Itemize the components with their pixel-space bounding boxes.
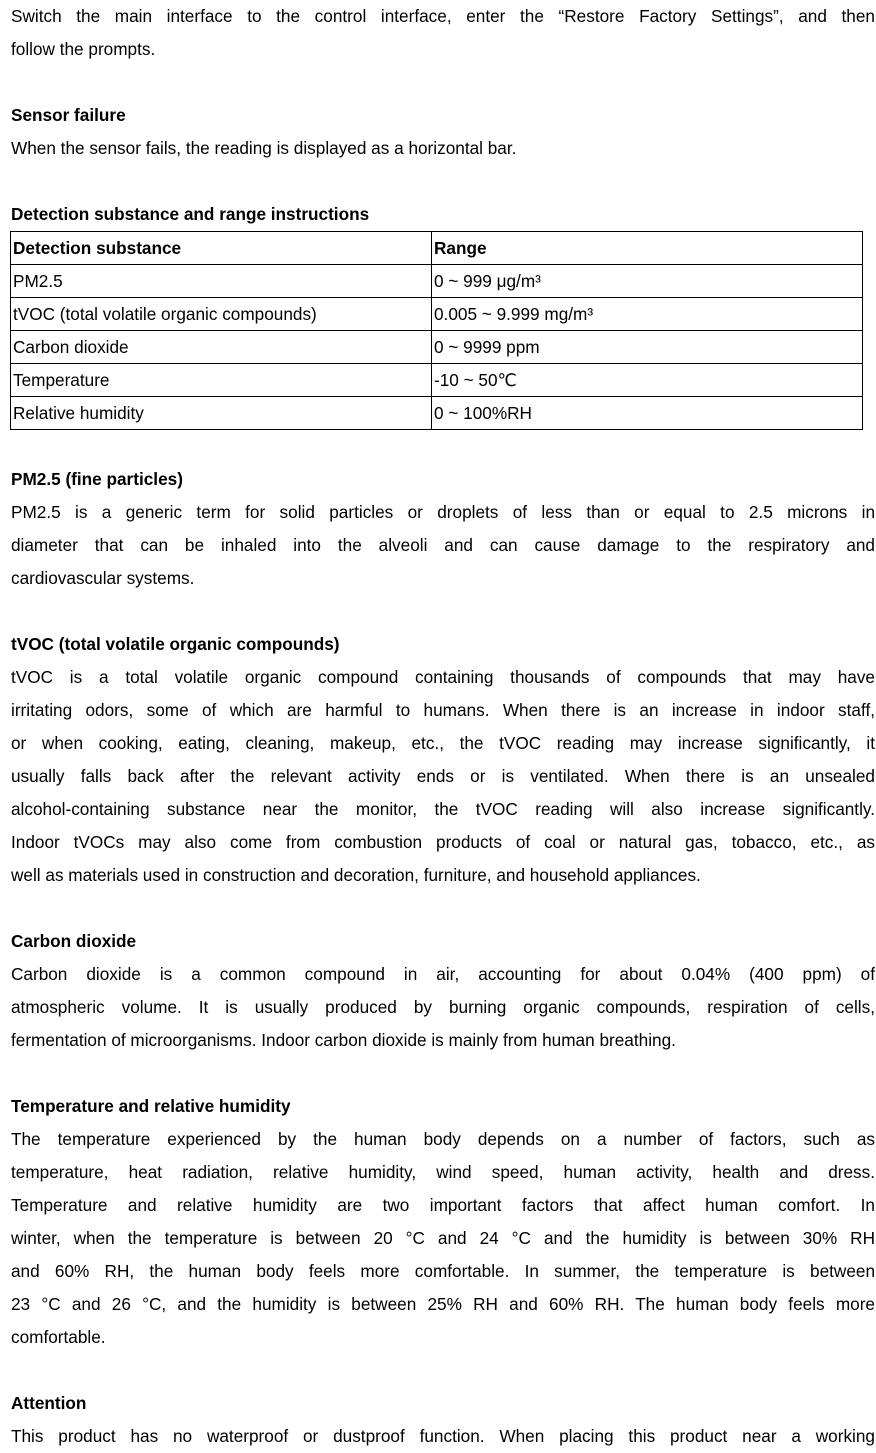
paragraph-line: Indoor tVOCs may also come from combustion products of coal or natural gas, tobacco, etc., as <box>11 832 875 852</box>
paragraph-line: cardiovascular systems. <box>11 568 195 588</box>
paragraph-line: temperature, heat radiation, relative humidity, wind speed, human activity, health and dress. <box>11 1162 875 1182</box>
table-row <box>11 331 863 364</box>
paragraph-line: comfortable. <box>11 1327 106 1347</box>
paragraph-line: winter, when the temperature is between 20 °C and 24 °C and the humidity is between 30% RH <box>11 1228 875 1248</box>
paragraph-line: Carbon dioxide is a common compound in air, accounting for about 0.04% (400 ppm) of <box>11 964 875 984</box>
cell-substance: Carbon dioxide <box>11 331 432 364</box>
cell-substance: tVOC (total volatile organic compounds) <box>11 298 432 331</box>
cell-range: -10 ~ 50℃ <box>432 364 863 397</box>
cell-range: 0 ~ 100%RH <box>432 397 863 430</box>
column-header-range: Range <box>432 232 863 265</box>
table-row <box>11 397 863 430</box>
paragraph-line: irritating odors, some of which are harmful to humans. When there is an increase in indoor staff, <box>11 700 875 720</box>
intro-line: Switch the main interface to the control interface, enter the “Restore Factory Settings”, and then <box>11 6 875 26</box>
paragraph-line: and 60% RH, the human body feels more comfortable. In summer, the temperature is between <box>11 1261 875 1281</box>
section-heading-temp-humidity: Temperature and relative humidity <box>11 1096 291 1116</box>
paragraph-line: The temperature experienced by the human body depends on a number of factors, such as <box>11 1129 875 1149</box>
paragraph-line: well as materials used in construction and decoration, furniture, and household appliances. <box>11 865 701 885</box>
section-heading-co2: Carbon dioxide <box>11 931 137 951</box>
attention-text: This product has no waterproof or dustproof function. When placing this product near a working <box>11 1426 875 1446</box>
paragraph-line: Temperature and relative humidity are two important factors that affect human comfort. In <box>11 1195 875 1215</box>
paragraph-line: tVOC is a total volatile organic compound containing thousands of compounds that may have <box>11 667 875 687</box>
table-row <box>11 364 863 397</box>
table-header-row <box>11 232 863 265</box>
section-heading-attention: Attention <box>11 1393 87 1413</box>
paragraph-line: alcohol-containing substance near the monitor, the tVOC reading will also increase significantly. <box>11 799 875 819</box>
cell-range: 0 ~ 9999 ppm <box>432 331 863 364</box>
table-row <box>11 298 863 331</box>
section-heading-pm25: PM2.5 (fine particles) <box>11 469 183 489</box>
paragraph-line: diameter that can be inhaled into the alveoli and can cause damage to the respiratory and <box>11 535 875 555</box>
cell-range: 0 ~ 999 μg/m³ <box>432 265 863 298</box>
section-heading-sensor-failure: Sensor failure <box>11 105 126 125</box>
section-heading-tvoc: tVOC (total volatile organic compounds) <box>11 634 340 654</box>
section-heading-range: Detection substance and range instructions <box>11 204 370 224</box>
cell-substance: Temperature <box>11 364 432 397</box>
range-table <box>10 231 863 430</box>
paragraph-line: PM2.5 is a generic term for solid particles or droplets of less than or equal to 2.5 microns in <box>11 502 875 522</box>
document-page <box>11 0 875 1453</box>
cell-range: 0.005 ~ 9.999 mg/m³ <box>432 298 863 331</box>
intro-line: follow the prompts. <box>11 39 156 59</box>
paragraph-line: or when cooking, eating, cleaning, makeup, etc., the tVOC reading may increase significantly, it <box>11 733 875 753</box>
sensor-failure-text: When the sensor fails, the reading is displayed as a horizontal bar. <box>11 138 517 158</box>
paragraph-line: atmospheric volume. It is usually produced by burning organic compounds, respiration of cells, <box>11 997 875 1017</box>
column-header-substance: Detection substance <box>11 232 432 265</box>
paragraph-line: usually falls back after the relevant activity ends or is ventilated. When there is an unsealed <box>11 766 875 786</box>
paragraph-line: fermentation of microorganisms. Indoor carbon dioxide is mainly from human breathing. <box>11 1030 676 1050</box>
paragraph-line: 23 °C and 26 °C, and the humidity is between 25% RH and 60% RH. The human body feels more <box>11 1294 875 1314</box>
table-row <box>11 265 863 298</box>
cell-substance: Relative humidity <box>11 397 432 430</box>
cell-substance: PM2.5 <box>11 265 432 298</box>
